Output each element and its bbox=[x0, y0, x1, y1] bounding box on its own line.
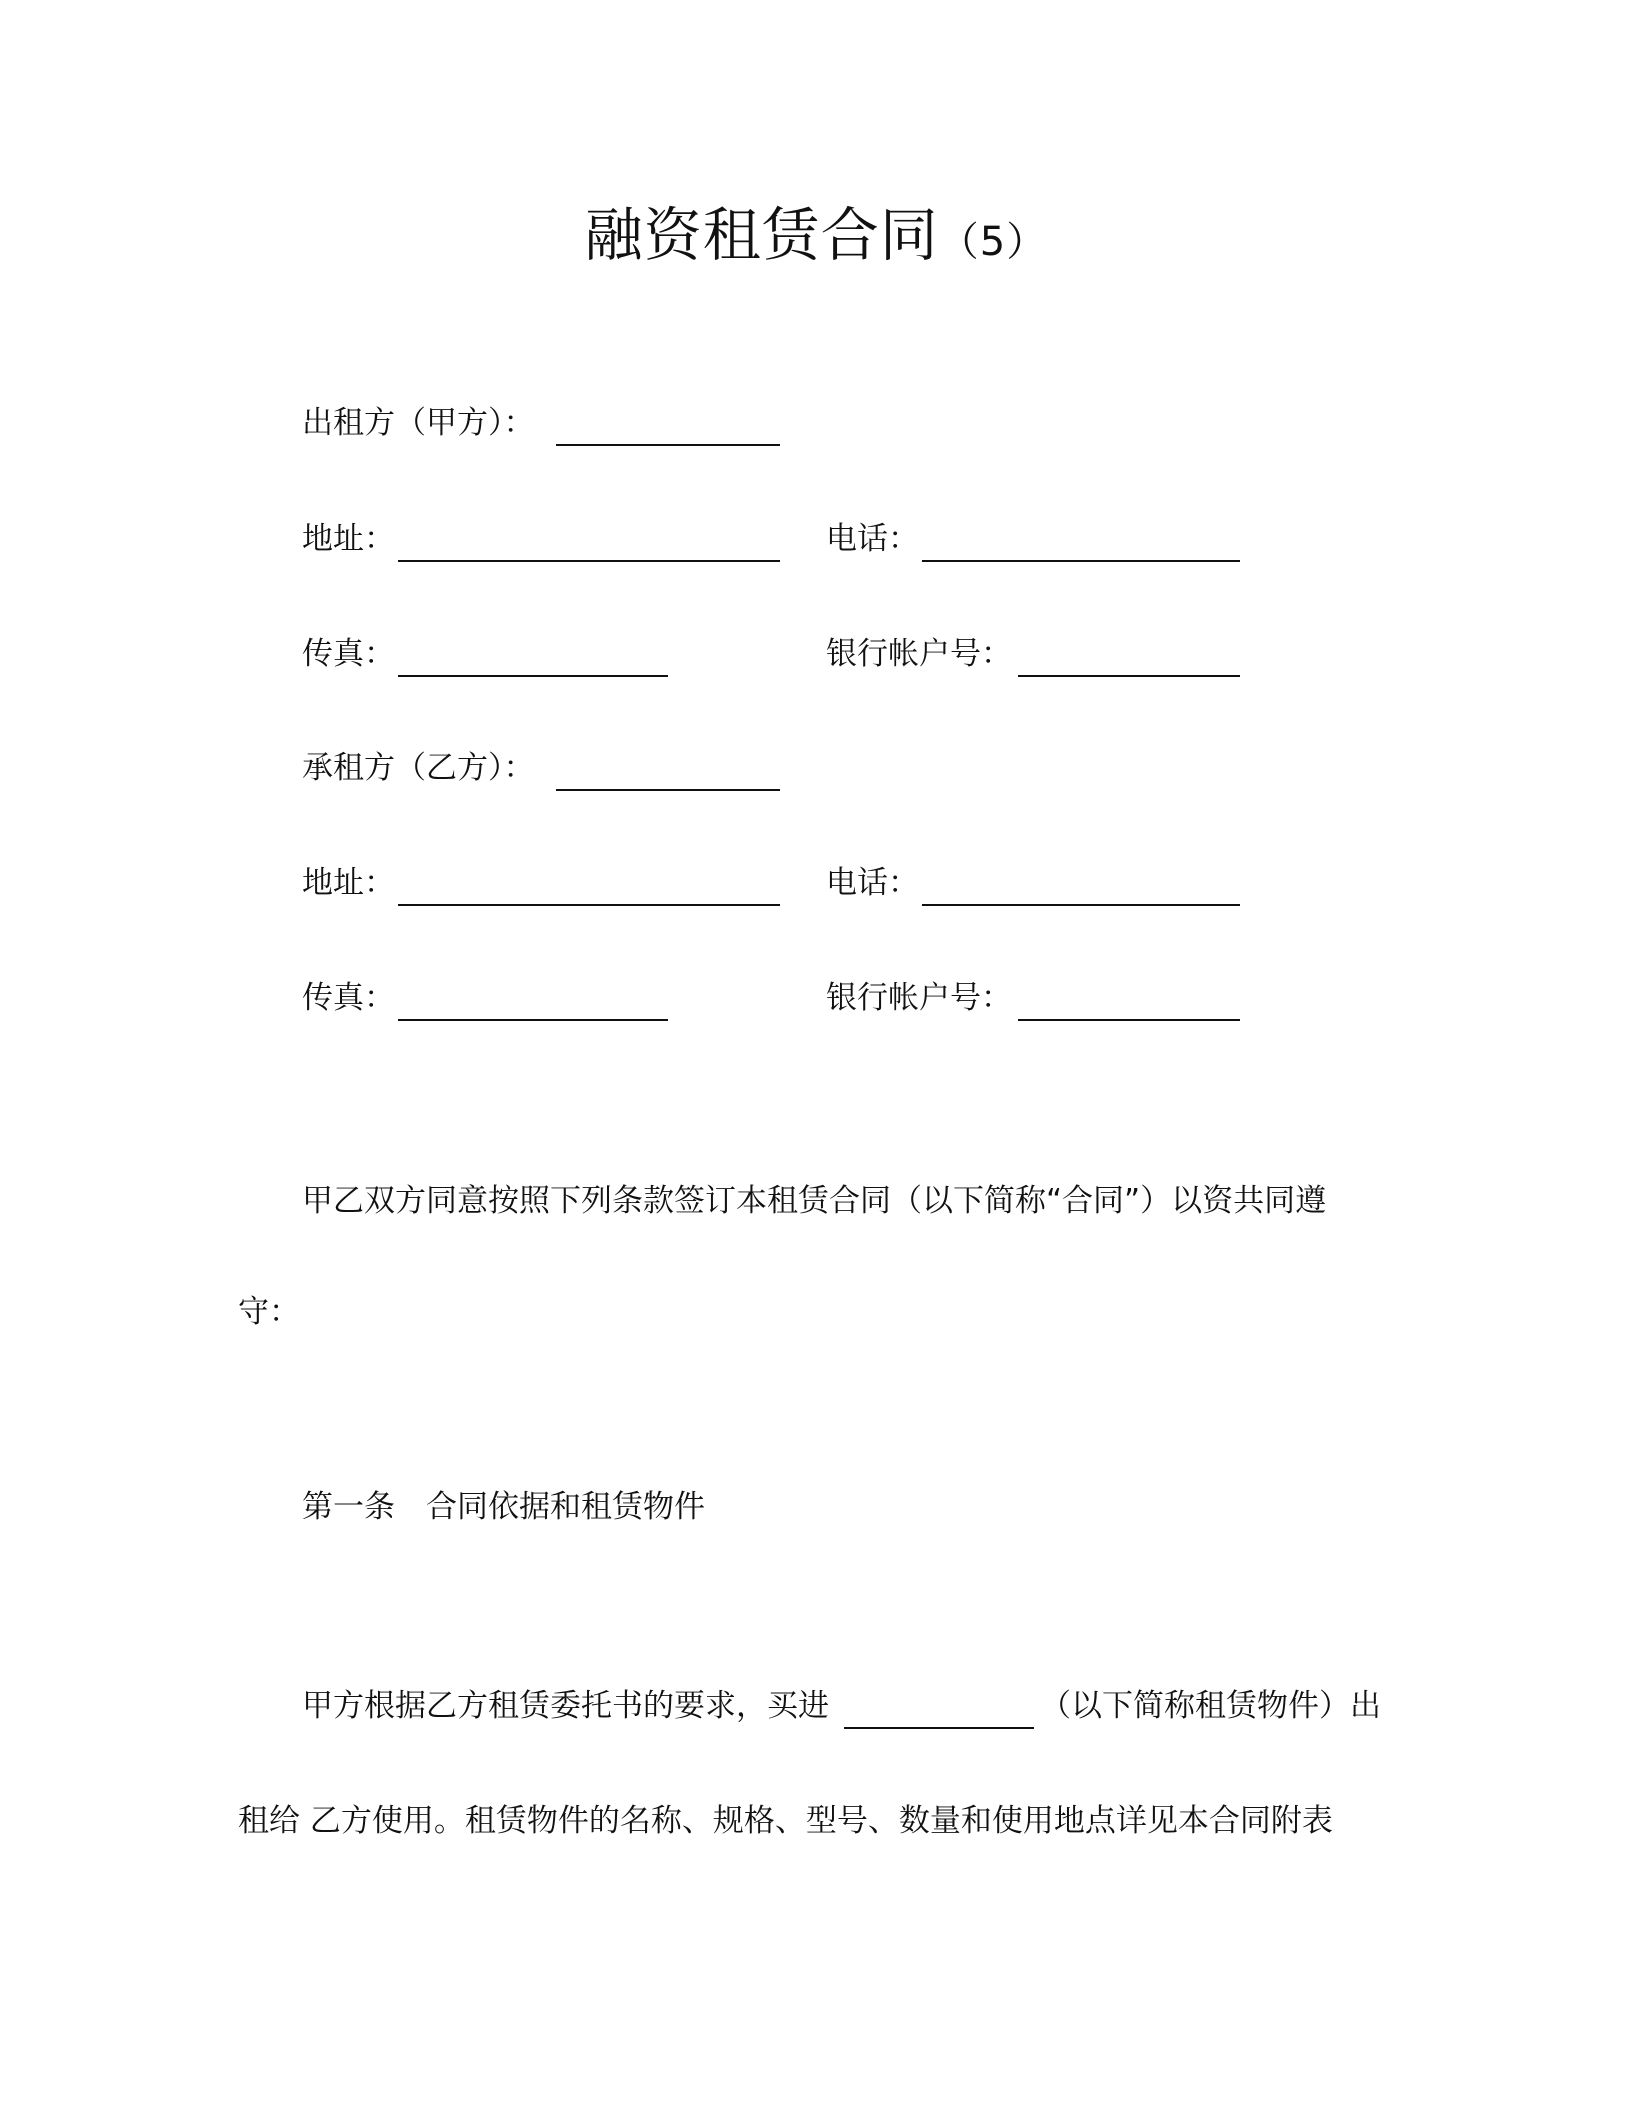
article-1-para-start: 甲方根据乙方租赁委托书的要求，买进 bbox=[302, 1688, 829, 1724]
lessee-fax-field[interactable] bbox=[398, 1019, 668, 1021]
lessor-bank-field[interactable] bbox=[1018, 675, 1240, 677]
article-1-para-end: （以下简称租赁物件）出 bbox=[1040, 1688, 1381, 1724]
leased-item-field[interactable] bbox=[844, 1727, 1034, 1729]
lessee-bank-field[interactable] bbox=[1018, 1019, 1240, 1021]
article-1-heading: 第一条 合同依据和租赁物件 bbox=[302, 1489, 705, 1525]
lessor-phone-field[interactable] bbox=[922, 560, 1240, 562]
lessee-phone-label: 电话： bbox=[826, 865, 919, 901]
lessor-address-field[interactable] bbox=[398, 560, 780, 562]
lessor-name-field[interactable] bbox=[556, 444, 780, 446]
article-1-line-2: 租给 乙方使用。租赁物件的名称、规格、型号、数量和使用地点详见本合同附表 bbox=[238, 1803, 1333, 1839]
lessee-fax-label: 传真： bbox=[302, 980, 395, 1016]
preamble-line-1: 甲乙双方同意按照下列条款签订本租赁合同（以下简称“合同”）以资共同遵 bbox=[302, 1183, 1327, 1219]
lessor-fax-label: 传真： bbox=[302, 636, 395, 672]
lessor-party-label: 出租方（甲方）： bbox=[302, 405, 535, 441]
page-title bbox=[0, 190, 1632, 287]
lessor-phone-label: 电话： bbox=[826, 521, 919, 557]
lessor-address-label: 地址： bbox=[302, 521, 395, 557]
preamble-line-2: 守： bbox=[238, 1294, 300, 1330]
lessee-address-field[interactable] bbox=[398, 904, 780, 906]
lessee-name-field[interactable] bbox=[556, 789, 780, 791]
lessee-address-label: 地址： bbox=[302, 865, 395, 901]
lessee-party-label: 承租方（乙方）： bbox=[302, 750, 535, 786]
title-main: 融资租赁合同 bbox=[584, 201, 939, 269]
lessor-bank-label: 银行帐户号： bbox=[826, 636, 1012, 672]
lessee-bank-label: 银行帐户号： bbox=[826, 980, 1012, 1016]
title-suffix: （5） bbox=[938, 219, 1048, 265]
lessee-phone-field[interactable] bbox=[922, 904, 1240, 906]
lessor-fax-field[interactable] bbox=[398, 675, 668, 677]
